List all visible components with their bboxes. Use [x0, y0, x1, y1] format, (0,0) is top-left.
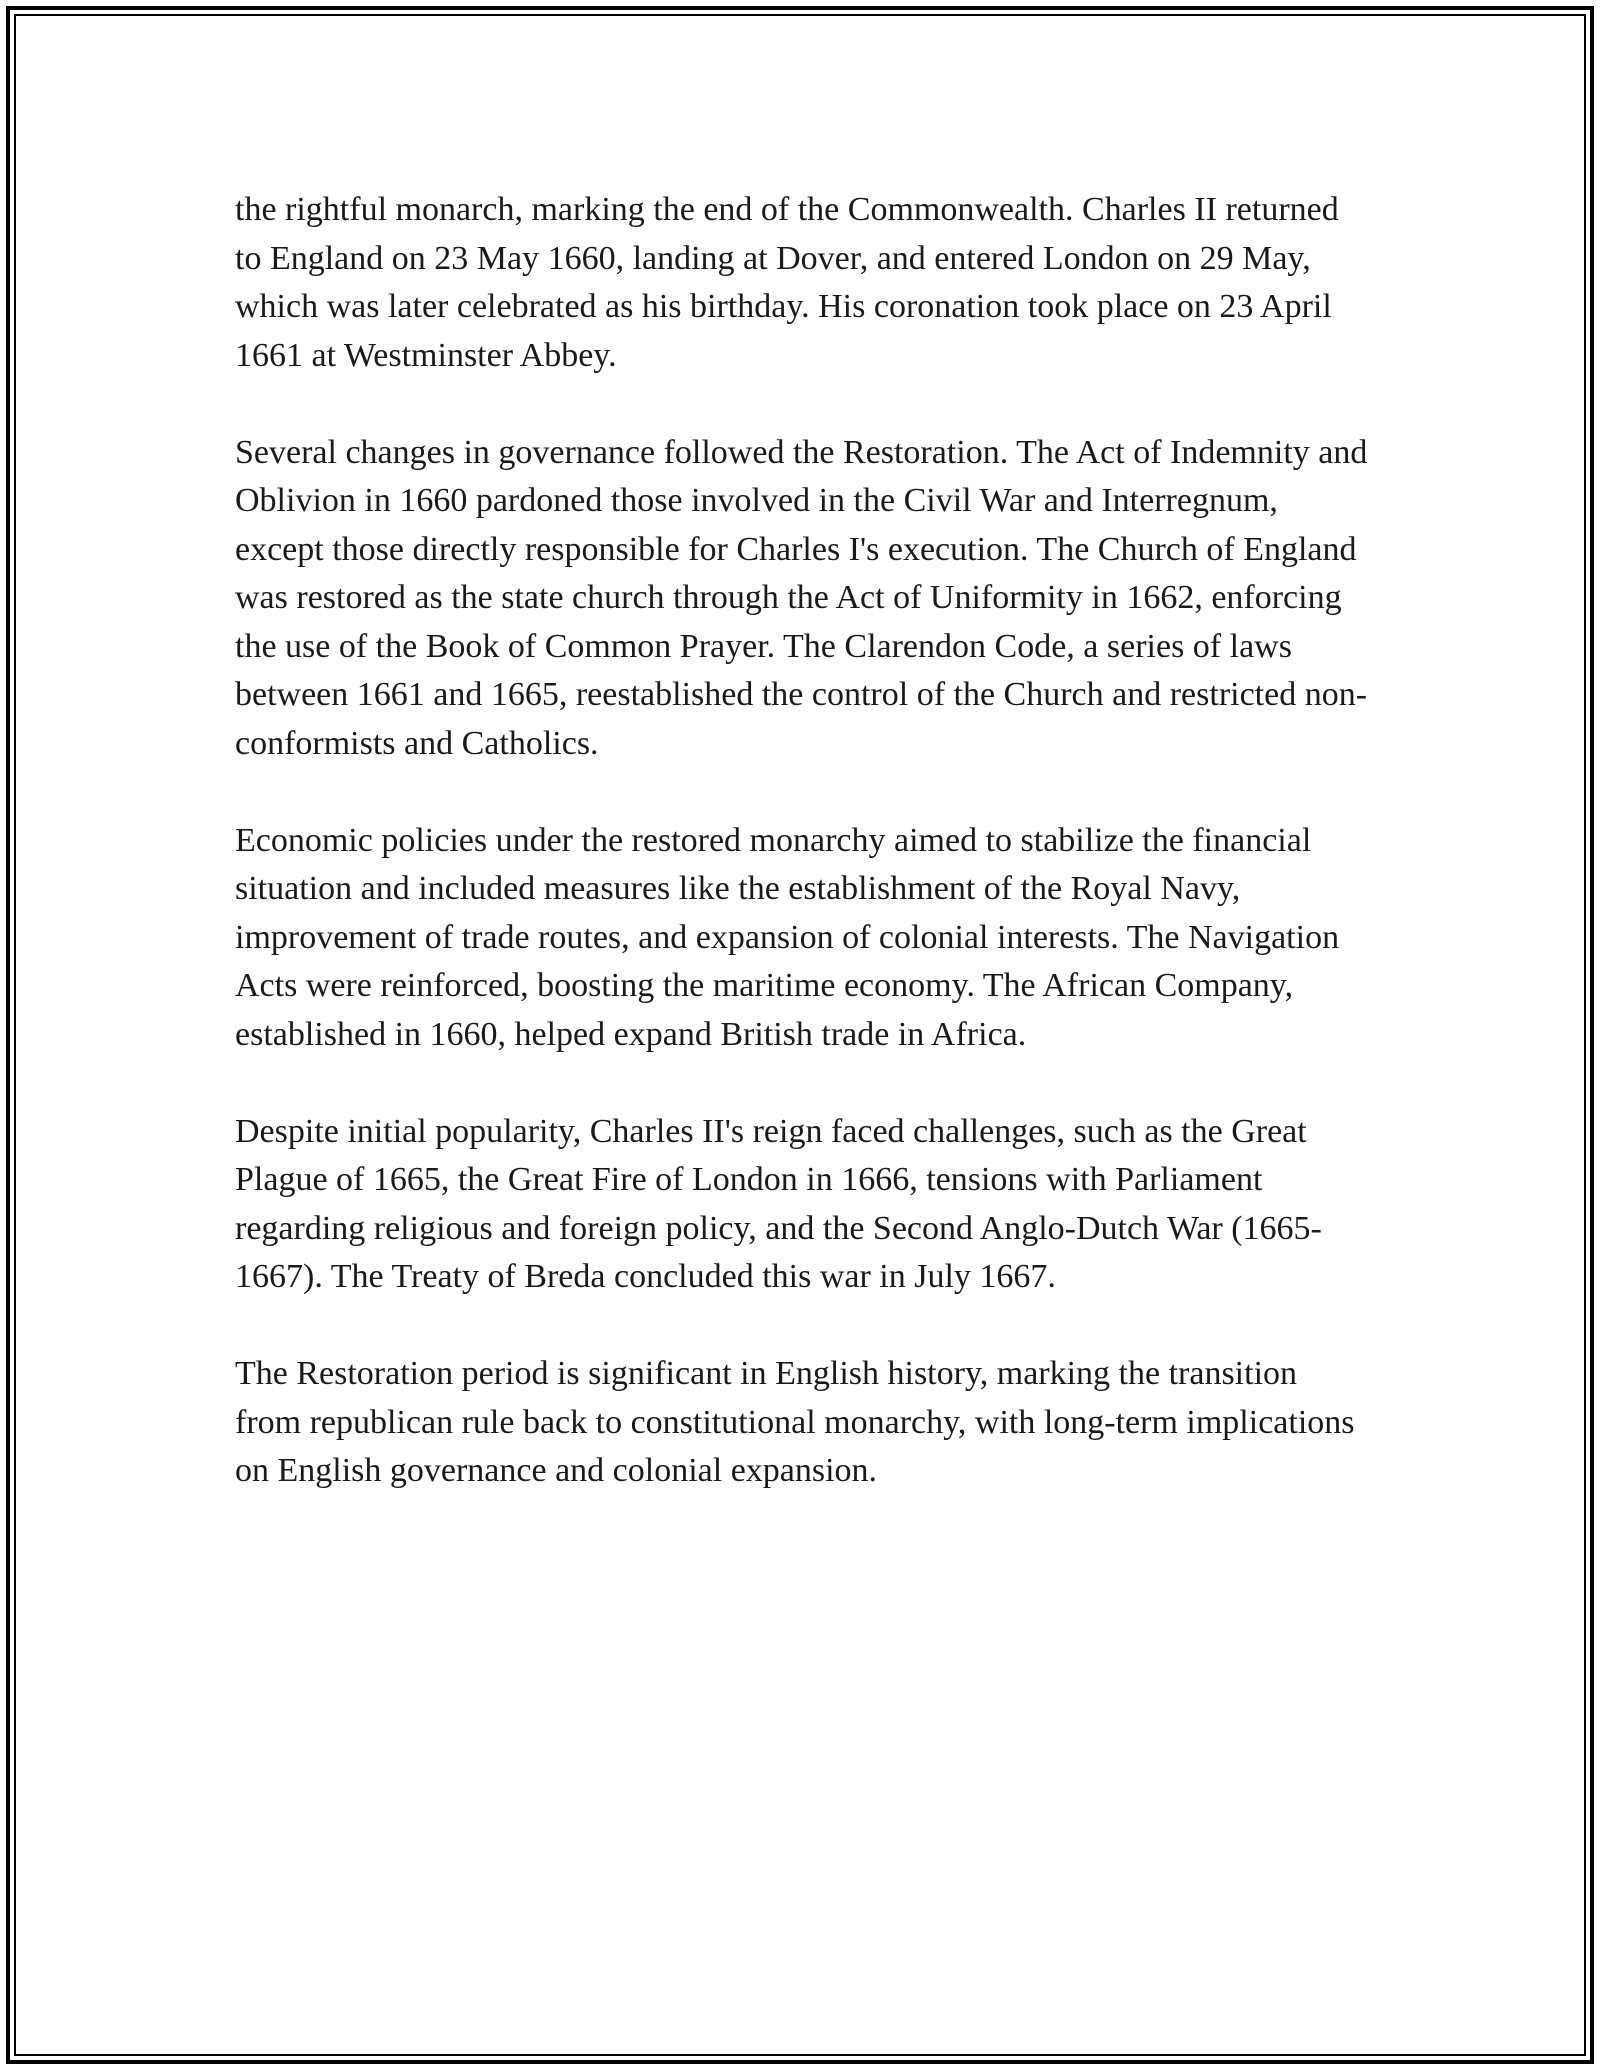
paragraph-economic-policies: Economic policies under the restored monarchy aimed to stabilize the financial situation and included measures like the establishment of the Royal Navy, improvement of trade routes, and expansion of colonial interests. The Navigation Acts were reinforced, boosting the maritime economy. The African Company, established in 1660, helped expand British trade in Africa.	[235, 821, 1340, 1053]
paragraph-restoration-return: the rightful monarch, marking the end of the Commonwealth. Charles II returned to England on 23 May 1660, landing at Dover, and entered London on 29 May, which was later celebrated as his birthday. His coronation took place on 23 April 1661 at Westminster Abbey.	[235, 191, 1339, 374]
paragraph-significance: The Restoration period is significant in English history, marking the transition from republican rule back to constitutional monarchy, with long-term implications on English governance and colonial expansion.	[235, 1355, 1355, 1489]
paragraph-reign-challenges: Despite initial popularity, Charles II's reign faced challenges, such as the Great Plague of 1665, the Great Fire of London in 1666, tensions with Parliament regarding religious and foreign policy, and the Second Anglo-Dutch War (1665-1667). The Treaty of Breda concluded this war in July 1667.	[235, 1112, 1322, 1295]
paragraph-governance-changes: Several changes in governance followed the Restoration. The Act of Indemnity and Oblivion in 1660 pardoned those involved in the Civil War and Interregnum, except those directly responsible for Charles I's execution. The Church of England was restored as the state church through the Act of Uniformity in 1662, enforcing the use of the Book of Common Prayer. The Clarendon Code, a series of laws between 1661 and 1665, reestablished the control of the Church and restricted non-conformists and Catholics.	[235, 433, 1368, 762]
document-body	[235, 186, 1370, 1544]
